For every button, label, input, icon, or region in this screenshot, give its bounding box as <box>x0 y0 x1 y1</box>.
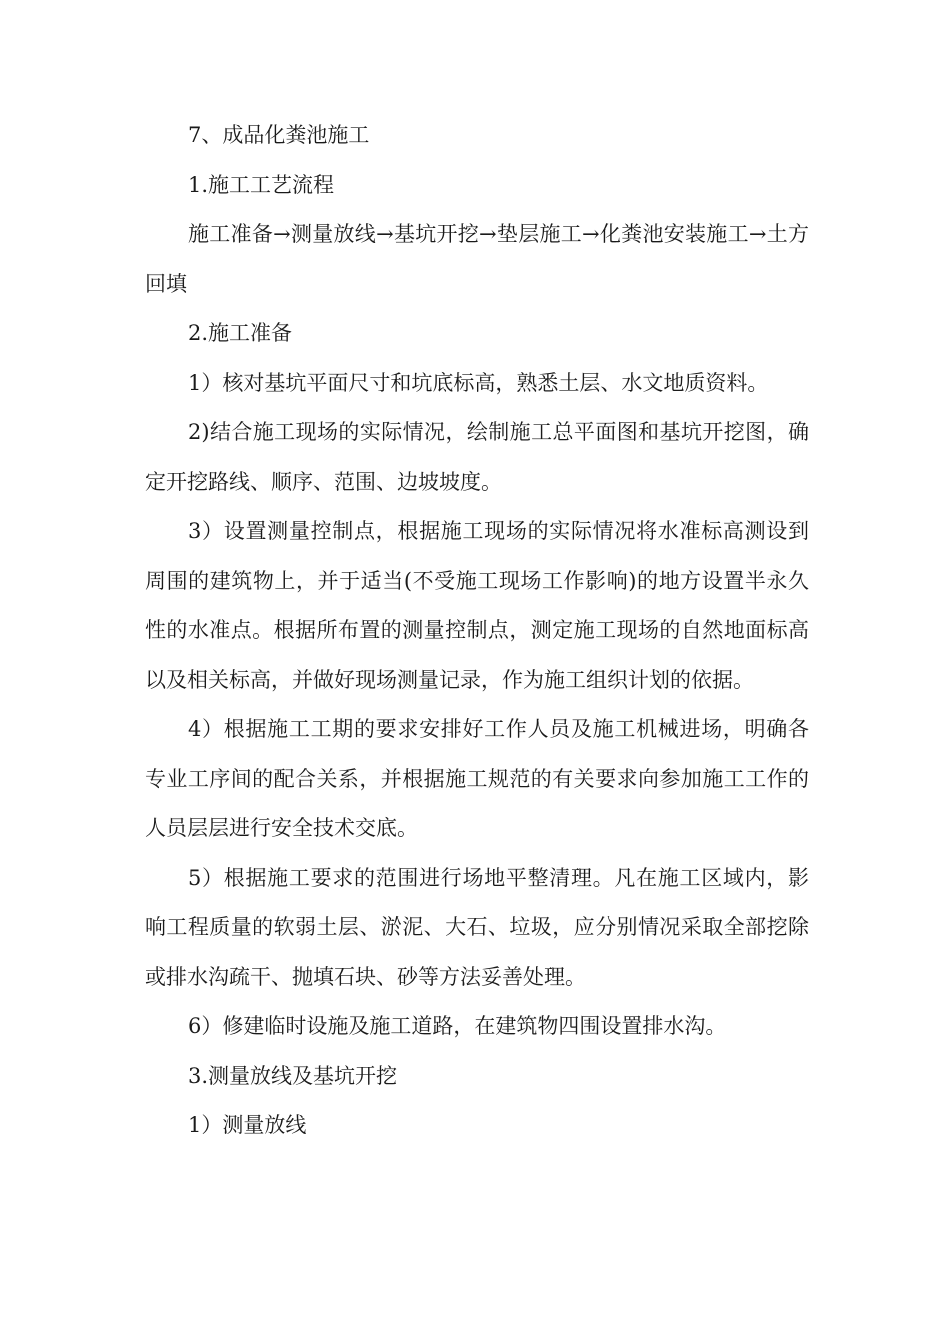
body-paragraph: 1）核对基坑平面尺寸和坑底标高，熟悉土层、水文地质资料。 <box>188 370 769 395</box>
body-paragraph: 4）根据施工工期的要求安排好工作人员及施工机械进场，明确各专业工序间的配合关系，并根据施工规范的有关要求向参加施工工作的人员层层进行安全技术交底。 <box>145 717 809 840</box>
body-paragraph: 3）设置测量控制点，根据施工现场的实际情况将水准标高测设到周围的建筑物上，并于适当(不受施工现场工作影响)的地方设置半永久性的水准点。根据所布置的测量控制点，测定施工现场的自然地面标高以及相关标高，并做好现场测量记录，作为施工组织计划的依据。 <box>145 519 809 692</box>
body-paragraph: 2)结合施工现场的实际情况，绘制施工总平面图和基坑开挖图，确定开挖路线、顺序、范围、边坡坡度。 <box>145 420 809 494</box>
body-paragraph: 1）测量放线 <box>188 1113 307 1137</box>
subsection-heading: 2.施工准备 <box>188 321 293 345</box>
document-body <box>145 111 809 1151</box>
subsection-heading: 1.施工工艺流程 <box>188 172 335 197</box>
body-paragraph: 5）根据施工要求的范围进行场地平整清理。凡在施工区域内，影响工程质量的软弱土层、淤泥、大石、垃圾，应分别情况采取全部挖除或排水沟疏干、抛填石块、砂等方法妥善处理。 <box>145 865 809 989</box>
subsection-heading: 3.测量放线及基坑开挖 <box>188 1063 398 1088</box>
body-paragraph: 施工准备→测量放线→基坑开挖→垫层施工→化粪池安装施工→土方回填 <box>145 222 809 296</box>
body-paragraph: 6）修建临时设施及施工道路，在建筑物四围设置排水沟。 <box>188 1014 727 1038</box>
section-heading: 7、成品化粪池施工 <box>188 123 370 147</box>
